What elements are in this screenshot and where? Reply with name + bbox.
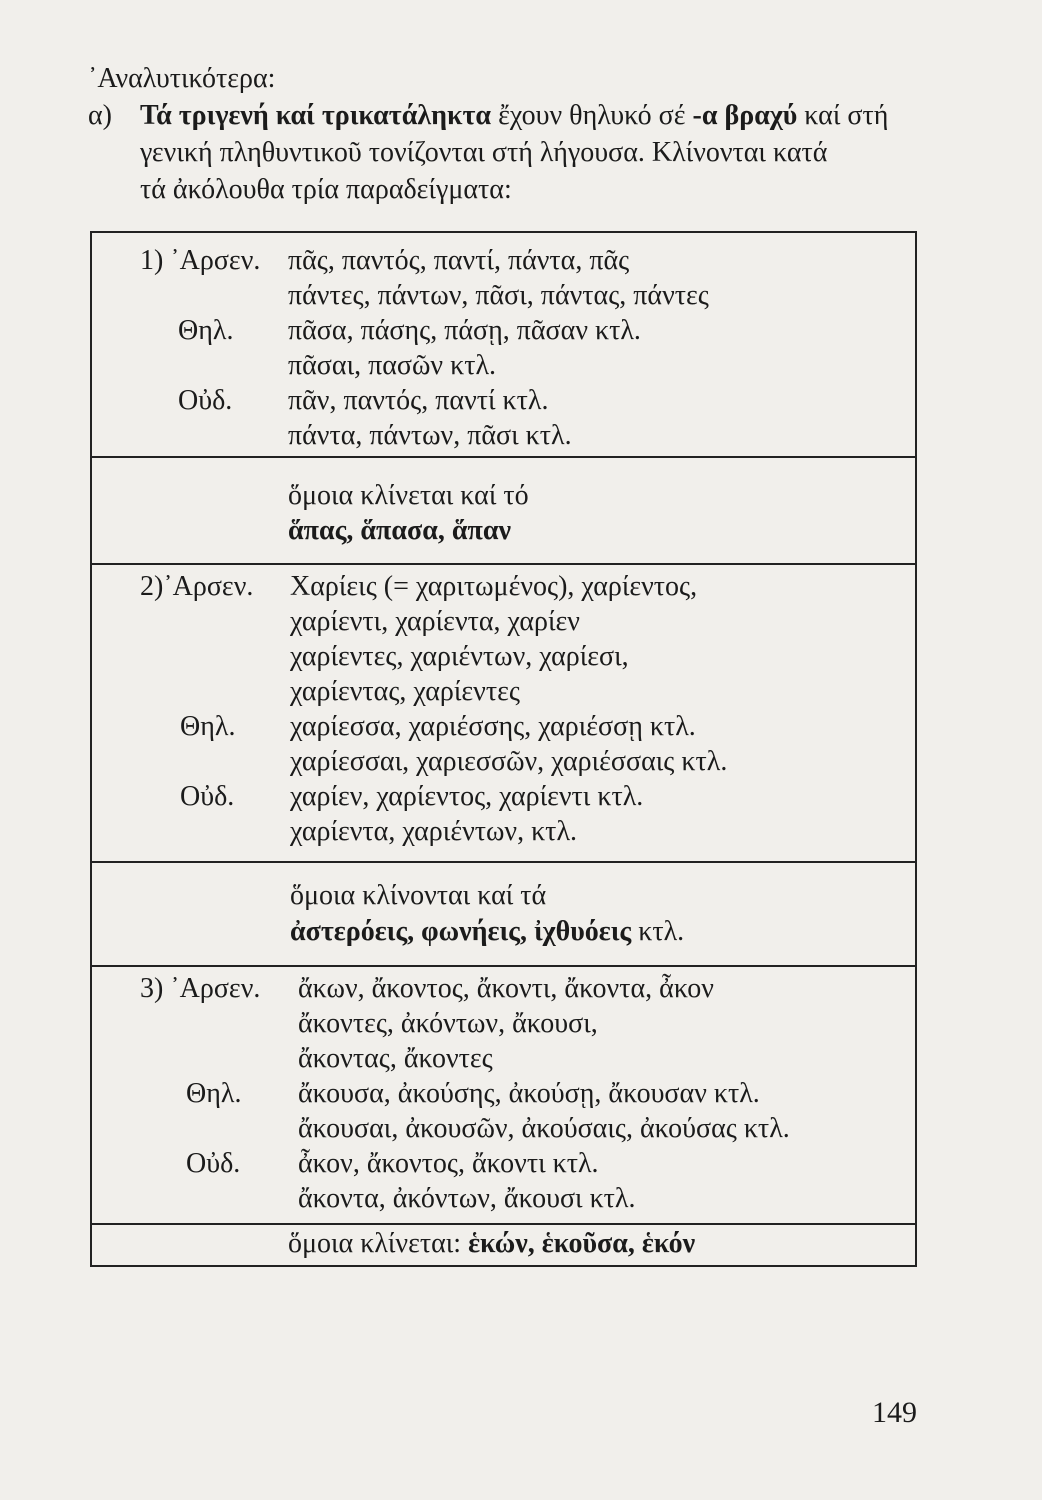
- section-2-masc-line-2: χαρίεντι, χαρίεντα, χαρίεν: [290, 606, 580, 637]
- intro-marker: α): [88, 100, 112, 131]
- section-2-masc-line-1: Χαρίεις (= χαριτωμένος), χαρίεντος,: [290, 571, 698, 602]
- divider: [92, 861, 915, 863]
- section-2-fem-singular: χαρίεσσα, χαριέσσης, χαριέσσῃ κτλ.: [290, 711, 696, 742]
- divider: [92, 965, 915, 967]
- section-3-masc-label: 3) ᾿Αρσεν.: [140, 973, 261, 1004]
- section-2-note-examples: ἀστερόεις, φωνήεις, ἰχθυόεις: [290, 916, 632, 947]
- section-2-neut-singular: χαρίεν, χαρίεντος, χαρίεντι κτλ.: [290, 781, 644, 812]
- section-1-fem-plural: πᾶσαι, πασῶν κτλ.: [288, 350, 497, 381]
- section-1-forms: [92, 243, 915, 453]
- intro-line-2: γενική πληθυντικοῦ τονίζονται στή λήγουσα. Κλίνονται κατά: [140, 137, 828, 168]
- section-2-masc-line-4: χαρίεντας, χαρίεντες: [290, 676, 520, 707]
- section-3-masc-line-3: ἄκοντας, ἄκοντες: [298, 1043, 493, 1074]
- section-1-neut-label: Οὐδ.: [178, 385, 233, 416]
- section-1-masc-plural: πάντες, πάντων, πᾶσι, πάντας, πάντες: [288, 280, 709, 311]
- section-3-note-text: ὅμοια κλίνεται:: [288, 1228, 469, 1259]
- section-3-forms: [92, 971, 915, 1216]
- section-1-fem-singular: πᾶσα, πάσης, πάσῃ, πᾶσαν κτλ.: [288, 315, 641, 346]
- section-2-masc-label: 2)᾿Αρσεν.: [140, 571, 254, 602]
- page-number: 149: [872, 1396, 917, 1429]
- section-1-neut-plural: πάντα, πάντων, πᾶσι κτλ.: [288, 420, 572, 451]
- section-3-masc-line-1: ἄκων, ἄκοντος, ἄκοντι, ἄκοντα, ἆκον: [298, 973, 714, 1004]
- section-3-fem-plural: ἄκουσαι, ἀκουσῶν, ἀκούσαις, ἀκούσας κτλ.: [298, 1113, 790, 1144]
- intro-text: ἔχουν θηλυκό σέ: [491, 100, 693, 131]
- section-3-fem-label: Θηλ.: [186, 1078, 242, 1109]
- section-1-masc-label: 1) ᾿Αρσεν.: [140, 245, 261, 276]
- declension-table: [90, 231, 917, 1267]
- divider: [92, 563, 915, 565]
- section-1-fem-label: Θηλ.: [178, 315, 234, 346]
- divider: [92, 456, 915, 458]
- section-2-forms: [92, 569, 915, 849]
- intro-bold-term: Τά τριγενή καί τρικατάληκτα: [140, 100, 492, 131]
- section-3-neut-label: Οὐδ.: [186, 1148, 241, 1179]
- section-3-note-examples: ἑκών, ἑκοῦσα, ἑκόν: [468, 1228, 696, 1259]
- section-3-fem-singular: ἄκουσα, ἀκούσης, ἀκούσῃ, ἄκουσαν κτλ.: [298, 1078, 760, 1109]
- section-2-note-line-2: [290, 914, 684, 949]
- intro-text-end: καί στή: [797, 100, 889, 131]
- intro-heading: ᾿Αναλυτικότερα:: [88, 63, 276, 94]
- section-1-note-line-1: ὅμοια κλίνεται καί τό: [288, 480, 529, 511]
- section-3-neut-singular: ἆκον, ἄκοντος, ἄκοντι κτλ.: [298, 1148, 599, 1179]
- section-3-masc-line-2: ἄκοντες, ἀκόντων, ἄκουσι,: [298, 1008, 598, 1039]
- section-2-masc-line-3: χαρίεντες, χαριέντων, χαρίεσι,: [290, 641, 629, 672]
- section-1-neut-singular: πᾶν, παντός, παντί κτλ.: [288, 385, 549, 416]
- intro-line-1: [88, 97, 938, 134]
- divider: [92, 1223, 915, 1225]
- section-2-neut-label: Οὐδ.: [180, 781, 235, 812]
- section-2-note-line-1: ὅμοια κλίνονται καί τά: [290, 880, 547, 911]
- section-2-neut-plural: χαρίεντα, χαριέντων, κτλ.: [290, 816, 578, 847]
- section-2-fem-label: Θηλ.: [180, 711, 236, 742]
- section-1-note-line-2: ἅπας, ἅπασα, ἅπαν: [288, 515, 511, 546]
- section-2-fem-plural: χαρίεσσαι, χαριεσσῶν, χαριέσσαις κτλ.: [290, 746, 728, 777]
- intro-bold-ending: -α βραχύ: [692, 100, 798, 131]
- section-1-masc-singular: πᾶς, παντός, παντί, πάντα, πᾶς: [288, 245, 630, 276]
- intro-line-3: τά ἀκόλουθα τρία παραδείγματα:: [140, 174, 512, 205]
- section-3-neut-plural: ἄκοντα, ἀκόντων, ἄκουσι κτλ.: [298, 1183, 636, 1214]
- intro-paragraph: [88, 60, 938, 208]
- section-2-note-tail: κτλ.: [631, 916, 685, 947]
- section-3-note: [288, 1226, 695, 1261]
